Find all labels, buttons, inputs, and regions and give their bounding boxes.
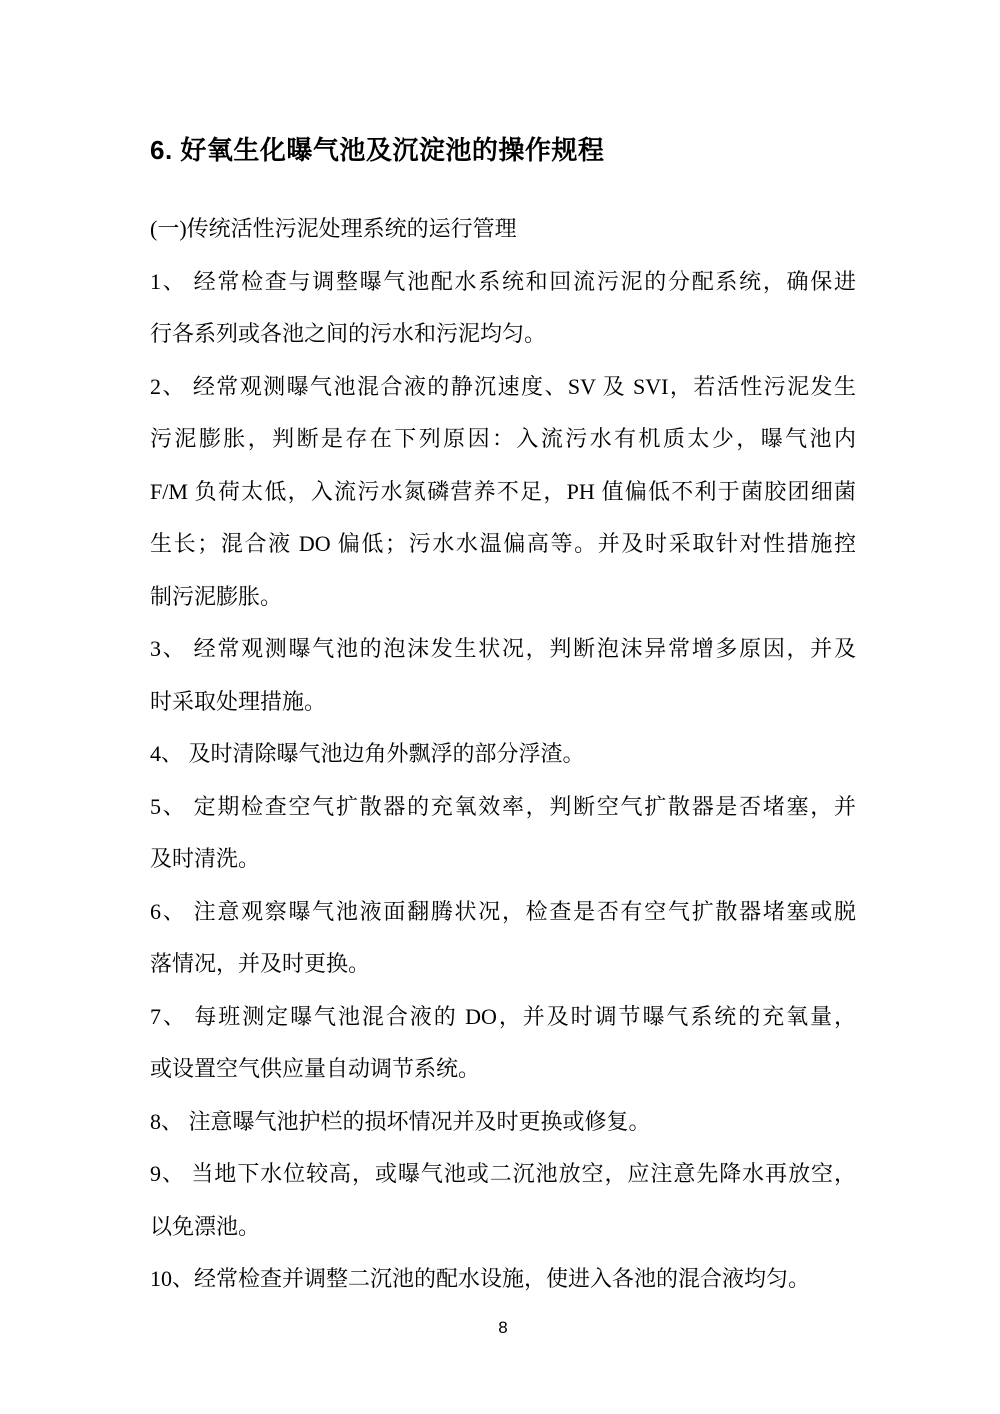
text-line-item1-1: 1、 经常检查与调整曝气池配水系统和回流污泥的分配系统，确保进 [150,268,856,294]
text-line-item7-2: 或设置空气供应量自动调节系统。 [150,1056,481,1081]
text-line-item9-2: 以免漂池。 [150,1213,261,1239]
text-line-item2-4: 生长；混合液 DO 偏低；污水水温偏高等。并及时采取针对性措施控 [150,531,856,556]
text-line-item2-2: 污泥膨胀，判断是存在下列原因：入流污水有机质太少，曝气池内 [150,426,856,451]
text-line-item6-1: 6、 注意观察曝气池液面翻腾状况，检查是否有空气扩散器堵塞或脱 [150,898,856,924]
text-line-item2-5: 制污泥膨胀。 [150,583,283,609]
text-line-item9-1: 9、 当地下水位较高，或曝气池或二沉池放空，应注意先降水再放空， [150,1161,856,1186]
text-line-item1-2: 行各系列或各池之间的污水和污泥均匀。 [150,321,547,346]
section-heading: (一)传统活性污泥处理系统的运行管理 [150,216,517,241]
text-line-item7-1: 7、 每班测定曝气池混合液的 DO，并及时调节曝气系统的充氧量， [150,1003,856,1029]
text-line-item10-1: 10、经常检查并调整二沉池的配水设施，使进入各池的混合液均匀。 [150,1266,811,1291]
page-number: 8 [498,1317,508,1337]
text-line-item2-3: F/M 负荷太低，入流污水氮磷营养不足，PH 值偏低不利于菌胶团细菌 [150,478,856,504]
text-line-item8-1: 8、 注意曝气池护栏的损坏情况并及时更换或修复。 [150,1108,651,1134]
page-content-area [150,0,856,1339]
text-line-item2-1: 2、 经常观测曝气池混合液的静沉速度、SV 及 SVI，若活性污泥发生 [150,373,856,399]
text-line-item3-1: 3、 经常观测曝气池的泡沫发生状况，判断泡沫异常增多原因，并及 [150,636,856,661]
text-line-item3-2: 时采取处理措施。 [150,688,327,714]
text-line-item6-2: 落情况，并及时更换。 [150,951,371,976]
text-line-item5-2: 及时清洗。 [150,846,261,871]
text-line-item5-1: 5、 定期检查空气扩散器的充氧效率，判断空气扩散器是否堵塞，并 [150,793,856,819]
document-title: 6. 好氧生化曝气池及沉淀池的操作规程 [150,135,605,165]
text-line-item4-1: 4、 及时清除曝气池边角外飘浮的部分浮渣。 [150,741,585,766]
